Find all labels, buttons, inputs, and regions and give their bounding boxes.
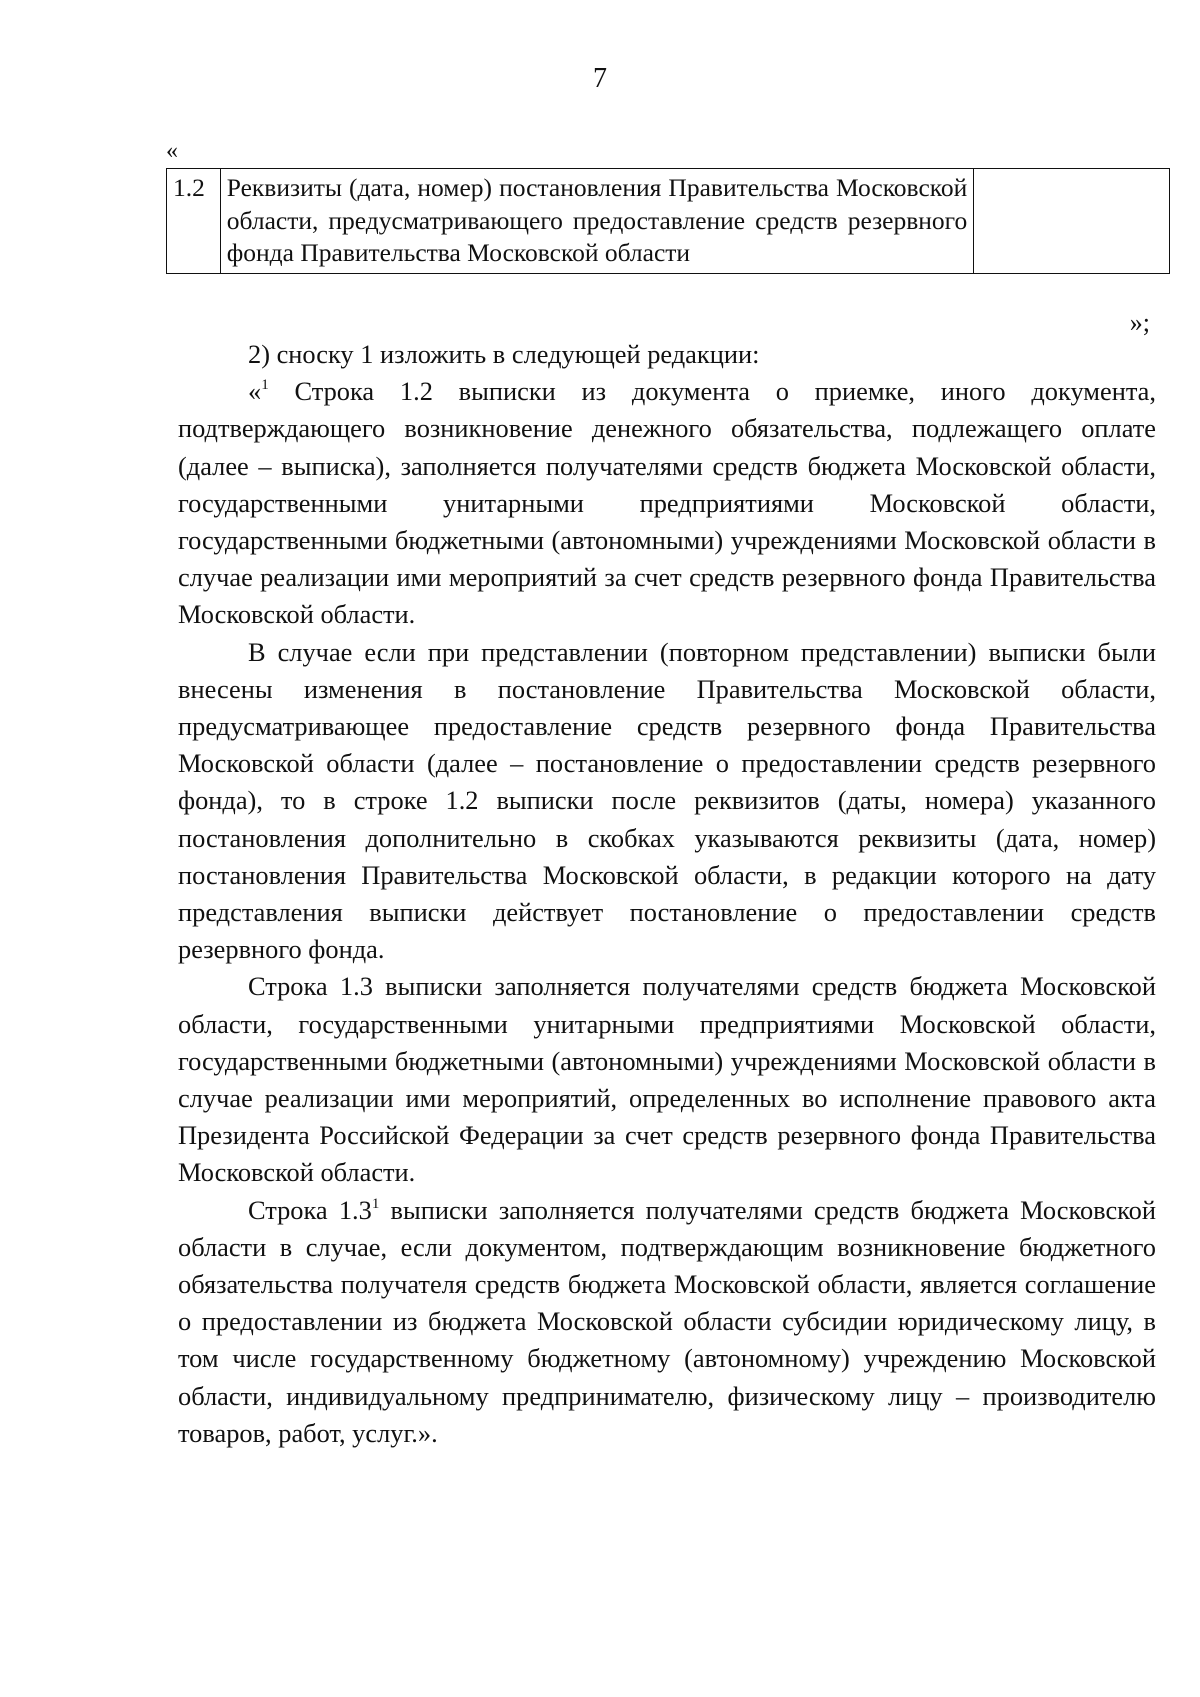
paragraph-line-1-3: Строка 1.3 выписки заполняется получателями средств бюджета Московской области, государственными унитарными предприятиями Московской области, государственными бюджетными (автономными) учреждениями Московской области в случае реализации ими мероприятий, определенных во исполнение правового акта Президента Российской Федерации за счет средств резервного фонда Правительства Московской области. — [178, 971, 1156, 1188]
line-1-3-1-label: Строка 1.3 — [248, 1194, 372, 1225]
paragraph-changes: В случае если при представлении (повторном представлении) выписки были внесены изменения в постановление Правительства Московской области, предусматривающее предоставление средств резервного фонда Правительства Московской области (далее – постановление о предоставлении средств резервного фонда), то в строке 1.2 выписки после реквизитов (даты, номера) указанного постановления дополнительно в скобках указываются реквизиты (дата, номер) постановления Правительства Московской области, в редакции которого на дату представления выписки действует постановление о предоставлении средств резервного фонда. — [178, 636, 1156, 965]
footnote-marker: 1 — [261, 377, 269, 394]
row-value-cell — [974, 169, 1170, 274]
table-row — [167, 169, 1170, 274]
document-body — [178, 336, 1156, 1452]
requisites-table — [166, 168, 1170, 274]
footnote-open-quote: « — [248, 376, 262, 407]
line-1-3-1-superscript: 1 — [371, 1195, 380, 1212]
paragraph-footnote-instruction: 2) сноску 1 изложить в следующей редакции: — [248, 339, 760, 369]
row-text-cell: Реквизиты (дата, номер) постановления Правительства Московской области, предусматривающего предоставление средств резервного фонда Правительства Московской области — [220, 169, 974, 274]
table-open-quote: « — [166, 138, 178, 164]
table-close-quote: »; — [1129, 308, 1150, 337]
row-number-cell: 1.2 — [167, 169, 221, 274]
footnote-body: Строка 1.2 выписки из документа о приемке, иного документа, подтверждающего возникновение денежного обязательства, подлежащего оплате (далее – выписка), заполняется получателями средств бюджета Московской области, государственными унитарными предприятиями Московской области, государственными бюджетными (автономными) учреждениями Московской области в случае реализации ими мероприятий за счет средств резервного фонда Правительства Московской области. — [178, 376, 1156, 630]
line-1-3-1-body: выписки заполняется получателями средств бюджета Московской области в случае, если документом, подтверждающим возникновение бюджетного обязательства получателя средств бюджета Московской области, является соглашение о предоставлении из бюджета Московской области субсидии юридическому лицу, в том числе государственному бюджетному (автономному) учреждению Московской области, индивидуальному предпринимателю, физическому лицу – производителю товаров, работ, услуг.». — [178, 1194, 1156, 1448]
page-number: 7 — [593, 63, 607, 94]
paragraph-footnote-text — [178, 373, 1156, 633]
paragraph-line-1-3-1 — [178, 1192, 1156, 1452]
